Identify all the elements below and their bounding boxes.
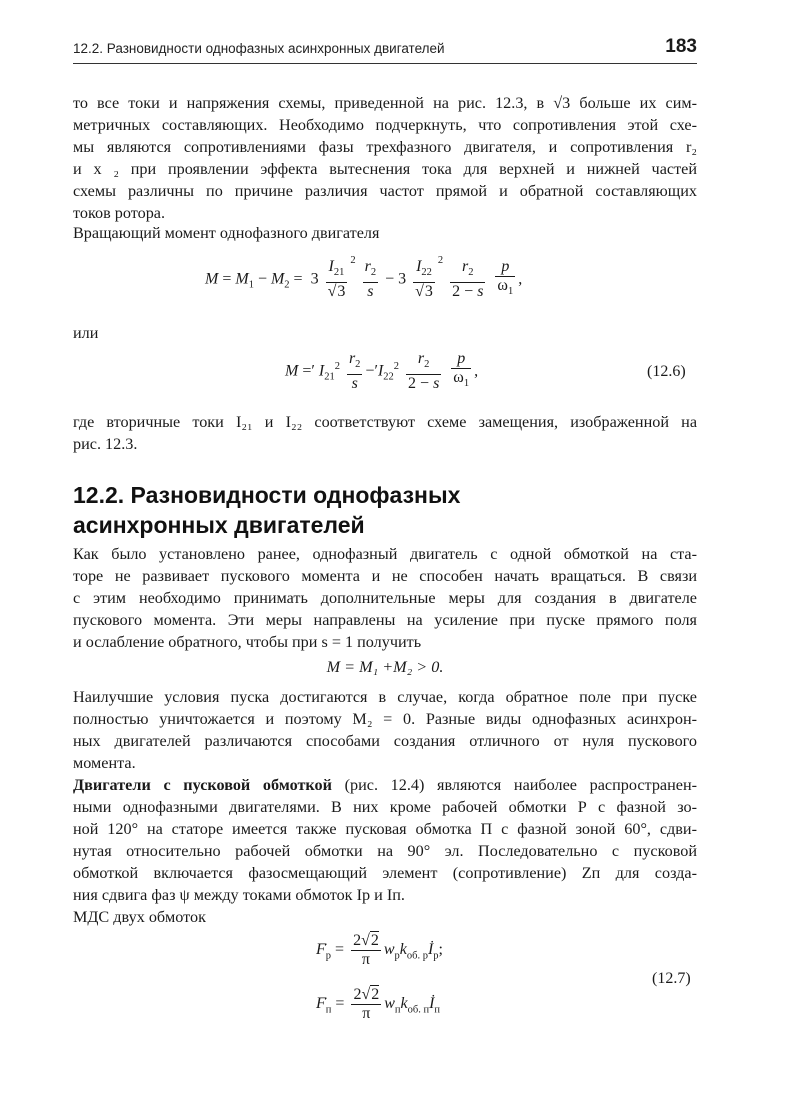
text-line: пускового момента. Эти меры направлены на усиление при пуске прямого поля	[73, 611, 697, 630]
text-line: Наилучшие условия пуска достигаются в случае, когда обратное поле при пуске	[73, 688, 697, 706]
text-line: рис. 12.3.	[73, 435, 138, 454]
text-line: ной 120° на статоре имеется также пусковая обмотка П с фазной зоной 60°, сдви-	[73, 820, 697, 839]
text-line: Как было установлено ранее, однофазный двигатель с одной обмоткой на ста-	[73, 545, 697, 563]
text-line: ния сдвига фаз ψ между токами обмоток Iр и Iп.	[73, 886, 405, 905]
torque-equation: $M = M_1 - M_2 = 3$ $\frac{I_{21}}{√3}$ $^2$ $\frac{r_2}{s}$ − 3 $\frac{I_{22}}{√3}$ $^2$ $\frac{r_2}{2 - s}$ $\frac{p}{\omega_1}$ ,	[205, 254, 523, 301]
text-line: Вращающий момент однофазного двигателя	[73, 224, 380, 242]
bold-term: Двигатели с пусковой обмоткой	[73, 776, 332, 794]
text-line: и ослабление обратного, чтобы при s = 1 получить	[73, 633, 422, 652]
section-heading	[73, 480, 460, 540]
text-line: полностью уничтожается и поэтому M₂ = 0. Разные виды однофазных асинхрон-	[73, 710, 697, 729]
paragraph-currents	[73, 411, 697, 455]
text-fragment: (рис. 12.4) являются наиболее распространен-	[331, 776, 697, 794]
text-line: или	[73, 324, 99, 342]
paragraph-intro	[73, 92, 697, 225]
text-line: с этим необходимо принимать дополнительные меры для создания в двигателе	[73, 589, 697, 608]
text-line: торе не развивает пускового момента и не способен начать вращаться. В связи	[73, 567, 697, 586]
paragraph-or	[73, 322, 697, 344]
equation-12-6: M =′ $I_{21}^2$ $\frac{r_2}{s}$ $-'I_{22}^2$ $\frac{r_2}{2 - s}$ $\frac{p}{\omega_1}$ ,	[285, 350, 479, 393]
running-header-title: 12.2. Разновидности однофазных асинхронных двигателей	[73, 41, 445, 56]
text-line: нутая относительно рабочей обмотки на 90° эл. Последовательно с пусковой	[73, 842, 697, 861]
paragraph-start-conditions	[73, 686, 697, 774]
text-line: то все токи и напряжения схемы, приведенной на рис. 12.3, в √3 больше их сим-	[73, 94, 697, 112]
paragraph-start-torque	[73, 543, 697, 653]
paragraph-start-winding	[73, 774, 697, 907]
text-line: ных двигателей различаются способами создания отличного от нуля пускового	[73, 732, 697, 751]
paragraph-mmf	[73, 906, 697, 928]
text-line: ными однофазными двигателями. В них кроме рабочей обмотки Р с фазной зо-	[73, 798, 697, 817]
text-line: обмоткой включается фазосмещающий элемент (сопротивление) Zп для созда-	[73, 864, 697, 883]
paragraph-torque	[73, 222, 697, 244]
running-header	[73, 38, 697, 60]
text-line: мы являются сопротивлениями фазы трехфазного двигателя, и сопротивления r₂	[73, 138, 697, 157]
text-line: метричных составляющих. Необходимо подчеркнуть, что сопротивления этой схе-	[73, 116, 697, 135]
text-line: токов ротора.	[73, 204, 166, 223]
page-number: 183	[665, 36, 697, 57]
equation-12-7-line-2: $F_п$ = $\frac{2√2}{\pi}$ $w_пk_{об. п}İ_п$	[316, 986, 441, 1022]
text-line: где вторичные токи I₂₁ и I₂₂ соответствуют схеме замещения, изображенной на	[73, 413, 697, 431]
text-line: момента.	[73, 754, 136, 773]
equation-center	[73, 656, 697, 678]
section-heading-line: асинхронных двигателей	[73, 512, 365, 538]
header-rule	[73, 63, 697, 64]
section-heading-line: 12.2. Разновидности однофазных	[73, 482, 461, 508]
equation-number: (12.6)	[647, 363, 686, 380]
text-line	[73, 774, 697, 796]
equation-number: (12.7)	[652, 970, 691, 987]
text-line: и x ₂ при проявлении эффекта вытеснения тока для верхней и нижней частей	[73, 160, 697, 179]
equation-12-7-line-1: $F_р$ = $\frac{2√2}{\pi}$ $w_рk_{об. р}İ_р$;	[316, 932, 443, 968]
text-line: M = M₁ +M₂ > 0.	[326, 658, 444, 676]
text-line: МДС двух обмоток	[73, 908, 206, 926]
text-line: схемы различны по причине различия частот прямой и обратной составляющих	[73, 182, 697, 201]
